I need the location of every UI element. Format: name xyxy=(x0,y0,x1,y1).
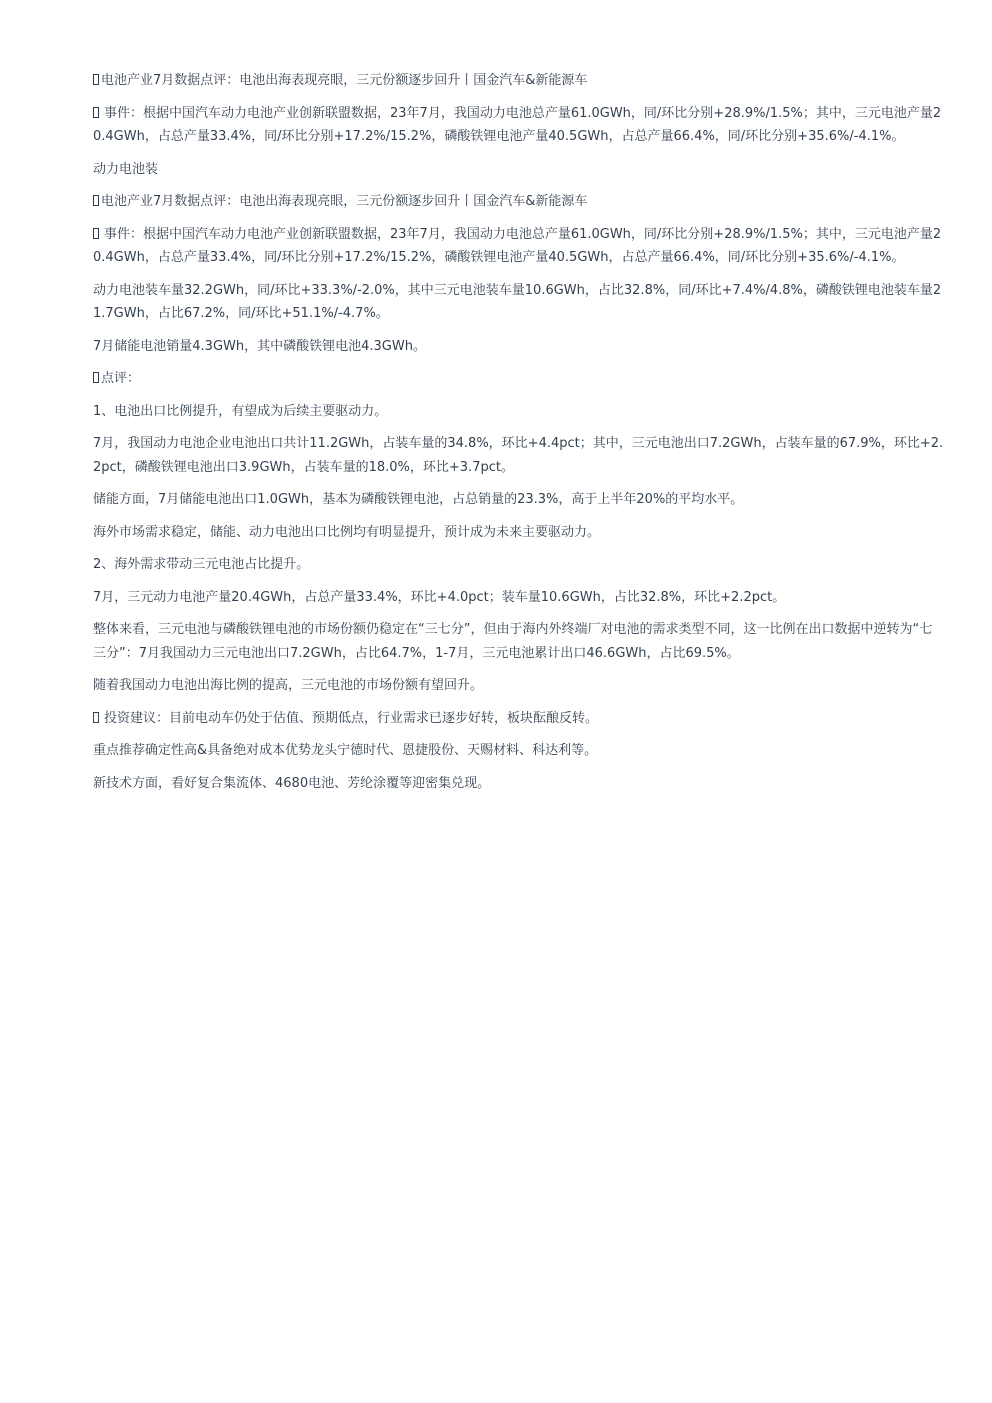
paragraph-investment xyxy=(93,707,945,731)
paragraph-text: 整体来看，三元电池与磷酸铁锂电池的市场份额仍稳定在“三七分”，但由于海内外终端厂对电池的需求类型不同，这一比例在出口数据中逆转为“七三分”：7月我国动力三元电池出口7.2GWh，占比64.7%，1-7月，三元电池累计出口46.6GWh，占比69.5%。 xyxy=(93,622,933,661)
paragraph-title-repeat xyxy=(93,190,945,214)
missing-glyph-icon xyxy=(93,228,99,239)
article-body xyxy=(93,69,945,804)
paragraph-text: 电池产业7月数据点评：电池出海表现亮眼，三元份额逐步回升丨国金汽车&新能源车 xyxy=(101,194,588,209)
paragraph-text: 7月储能电池销量4.3GWh，其中磷酸铁锂电池4.3GWh。 xyxy=(93,338,426,354)
paragraph-text: 事件：根据中国汽车动力电池产业创新联盟数据，23年7月，我国动力电池总产量61.0GWh，同/环比分别+28.9%/1.5%；其中，三元电池产量20.4GWh，占总产量33.4%，同/环比分别+17.2%/15.2%，磷酸铁锂电池产量40.5GWh，占总产量66.4%，同/环比分别+35.6%/-4.1%。 xyxy=(93,226,942,265)
paragraph-text: 随着我国动力电池出海比例的提高，三元电池的市场份额有望回升。 xyxy=(93,678,484,693)
paragraph-text: 7月，三元动力电池产量20.4GWh，占总产量33.4%，环比+4.0pct；装车量10.6GWh，占比32.8%，环比+2.2pct。 xyxy=(93,589,786,605)
paragraph-text: 7月，我国动力电池企业电池出口共计11.2GWh，占装车量的34.8%，环比+4.4pct；其中，三元电池出口7.2GWh，占装车量的67.9%，环比+2.2pct，磷酸铁锂电池出口3.9GWh，占装车量的18.0%，环比+3.7pct。 xyxy=(93,436,944,475)
paragraph-new-tech xyxy=(93,772,945,796)
paragraph-text: 点评： xyxy=(101,371,141,386)
paragraph-comment-heading xyxy=(93,367,945,391)
paragraph-text: 重点推荐确定性高&具备绝对成本优势龙头宁德时代、恩捷股份、天赐材料、科达利等。 xyxy=(93,743,598,758)
paragraph-storage-export xyxy=(93,488,945,512)
paragraph-text: 储能方面，7月储能电池出口1.0GWh，基本为磷酸铁锂电池，占总销量的23.3%，高于上半年20%的平均水平。 xyxy=(93,492,744,507)
paragraph-point-2 xyxy=(93,553,945,577)
paragraph-ternary xyxy=(93,586,945,610)
paragraph-export xyxy=(93,432,945,479)
paragraph-text: 1、电池出口比例提升，有望成为后续主要驱动力。 xyxy=(93,403,388,419)
paragraph-installation xyxy=(93,279,945,326)
paragraph-recommendation xyxy=(93,739,945,763)
paragraph-text: 投资建议：目前电动车仍处于估值、预期低点，行业需求已逐步好转，板块酝酿反转。 xyxy=(104,710,599,726)
paragraph-title xyxy=(93,69,945,93)
paragraph-point-1 xyxy=(93,400,945,424)
paragraph-text: 事件：根据中国汽车动力电池产业创新联盟数据，23年7月，我国动力电池总产量61.0GWh，同/环比分别+28.9%/1.5%；其中，三元电池产量20.4GWh，占总产量33.4%，同/环比分别+17.2%/15.2%，磷酸铁锂电池产量40.5GWh，占总产量66.4%，同/环比分别+35.6%/-4.1%。 xyxy=(93,105,942,144)
paragraph-text: 海外市场需求稳定，储能、动力电池出口比例均有明显提升，预计成为未来主要驱动力。 xyxy=(93,524,601,540)
paragraph-fragment xyxy=(93,158,945,182)
missing-glyph-icon xyxy=(93,712,99,723)
paragraph-share-outlook xyxy=(93,674,945,698)
paragraph-text: 动力电池装车量32.2GWh，同/环比+33.3%/-2.0%，其中三元电池装车量10.6GWh，占比32.8%，同/环比+7.4%/4.8%，磷酸铁锂电池装车量21.7GWh，占比67.2%，同/环比+51.1%/-4.7%。 xyxy=(93,282,942,321)
paragraph-event xyxy=(93,102,945,149)
paragraph-overall xyxy=(93,618,945,665)
missing-glyph-icon xyxy=(93,107,99,118)
paragraph-text: 电池产业7月数据点评：电池出海表现亮眼，三元份额逐步回升丨国金汽车&新能源车 xyxy=(101,73,588,88)
missing-glyph-icon xyxy=(93,195,99,206)
paragraph-text: 动力电池装 xyxy=(93,161,159,177)
paragraph-overseas xyxy=(93,521,945,545)
missing-glyph-icon xyxy=(93,372,99,383)
paragraph-storage-sales xyxy=(93,335,945,359)
paragraph-text: 2、海外需求带动三元电池占比提升。 xyxy=(93,557,310,572)
paragraph-text: 新技术方面，看好复合集流体、4680电池、芳纶涂覆等迎密集兑现。 xyxy=(93,775,491,791)
missing-glyph-icon xyxy=(93,74,99,85)
paragraph-event-repeat xyxy=(93,223,945,270)
